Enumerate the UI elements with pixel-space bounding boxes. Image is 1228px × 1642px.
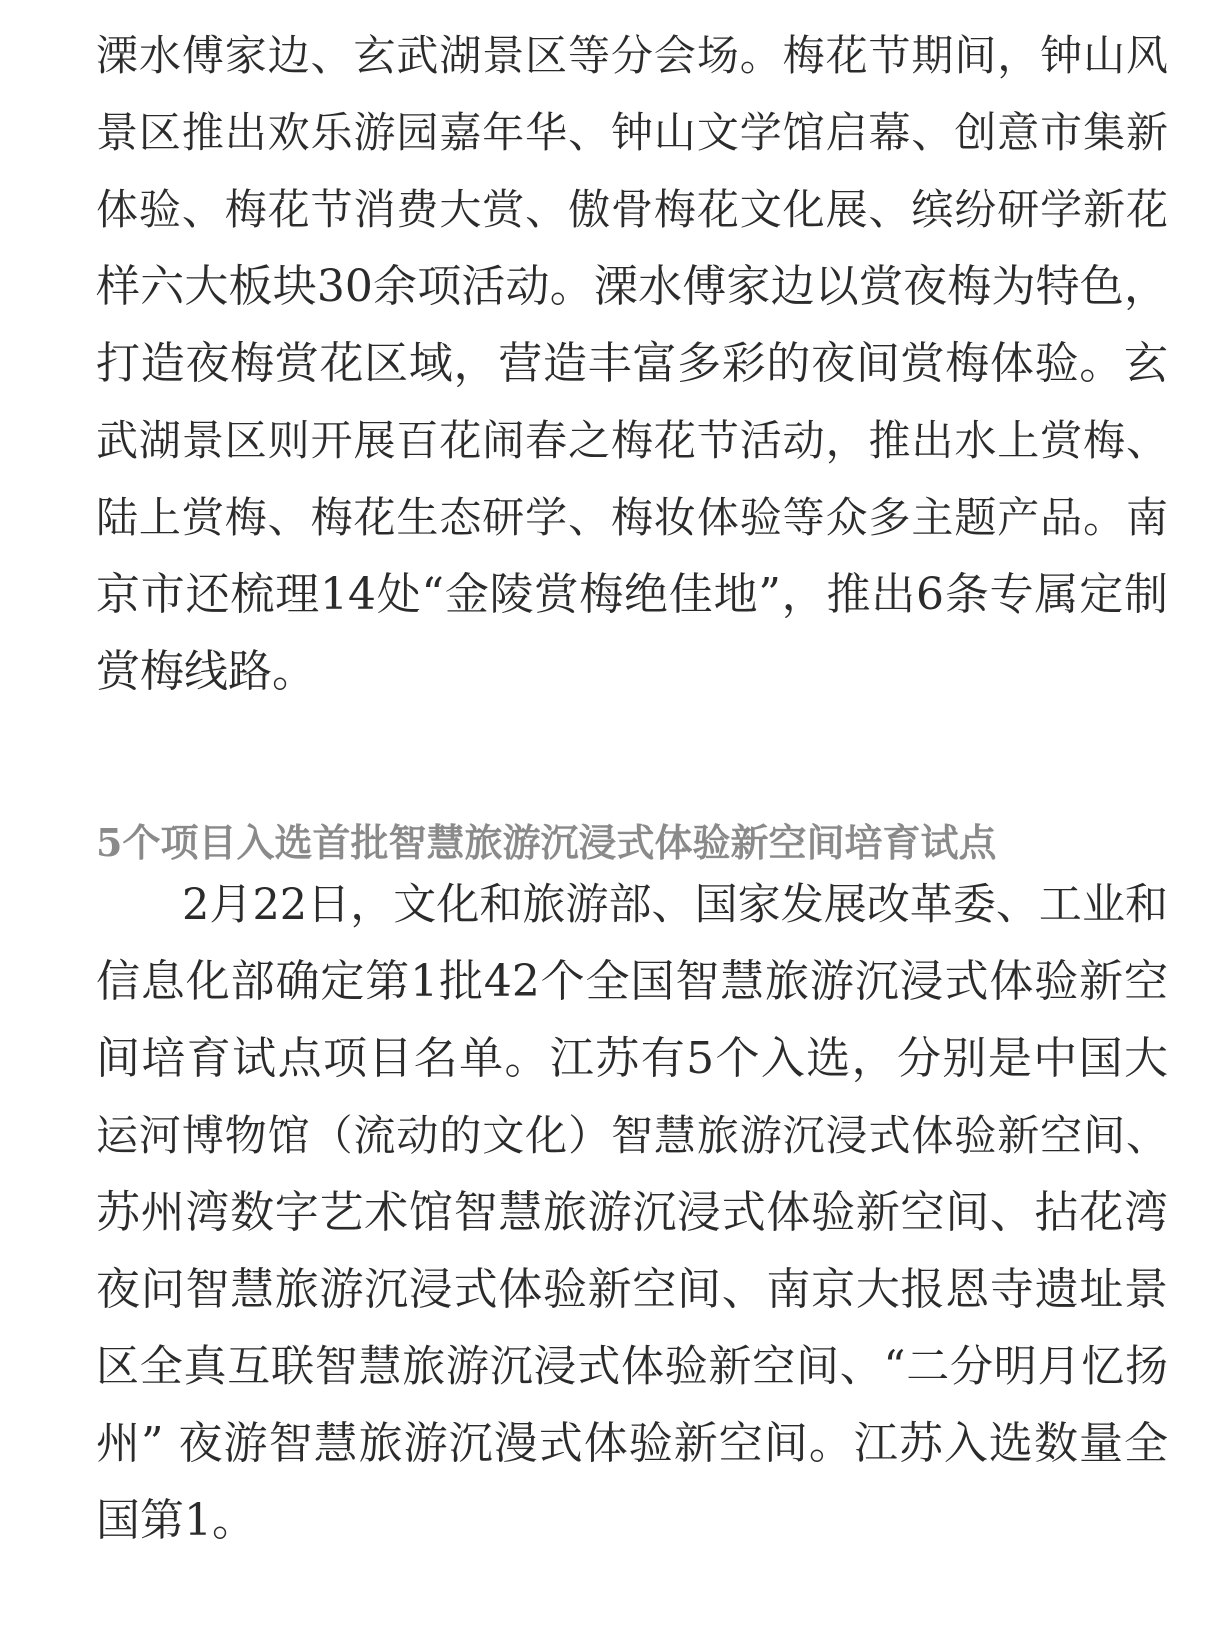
paragraph-line: 间培育试点项目名单。江苏有5个入选，分别是中国大	[96, 1033, 1168, 1084]
paragraph-line: 陆上赏梅、梅花生态研学、梅妆体验等众多主题产品。南	[96, 493, 1168, 542]
paragraph-line: 景区推出欢乐游园嘉年华、钟山文学馆启幕、创意市集新	[96, 108, 1168, 157]
paragraph-line: 运河博物馆（流动的文化）智慧旅游沉浸式体验新空间、	[96, 1111, 1168, 1160]
paragraph-line: 京市还梳理14处“金陵赏梅绝佳地”，推出6条专属定制	[96, 569, 1168, 620]
paragraph-line: 苏州湾数字艺术馆智慧旅游沉浸式体验新空间、拈花湾	[96, 1187, 1168, 1238]
paragraph-line: 打造夜梅赏花区域，营造丰富多彩的夜间赏梅体验。玄	[96, 338, 1168, 389]
paragraph-line: 国第1。	[96, 1495, 256, 1546]
paragraph-line: 武湖景区则开展百花闹春之梅花节活动，推出水上赏梅、	[96, 416, 1168, 465]
paragraph-line: 样六大板块30余项活动。溧水傅家边以赏夜梅为特色，	[96, 261, 1168, 312]
paragraph-line: 州” 夜游智慧旅游沉漫式体验新空间。江苏入选数量全	[96, 1418, 1168, 1469]
paragraph-line: 夜问智慧旅游沉浸式体验新空间、南京大报恩寺遗址景	[96, 1264, 1168, 1315]
paragraph-line: 区全真互联智慧旅游沉浸式体验新空间、“二分明月忆扬	[96, 1342, 1168, 1392]
section-heading: 5个项目入选首批智慧旅游沉浸式体验新空间培育试点	[96, 820, 997, 865]
paragraph-line: 体验、梅花节消费大赏、傲骨梅花文化展、缤纷研学新花	[96, 185, 1168, 234]
paragraph-line: 信息化部确定第1批42个全国智慧旅游沉浸式体验新空	[96, 956, 1168, 1007]
paragraph-line: 2月22日，文化和旅游部、国家发展改革委、工业和	[182, 880, 1168, 930]
paragraph-line: 溧水傅家边、玄武湖景区等分会场。梅花节期间，钟山风	[96, 31, 1168, 80]
paragraph-line: 赏梅线路。	[96, 646, 316, 697]
